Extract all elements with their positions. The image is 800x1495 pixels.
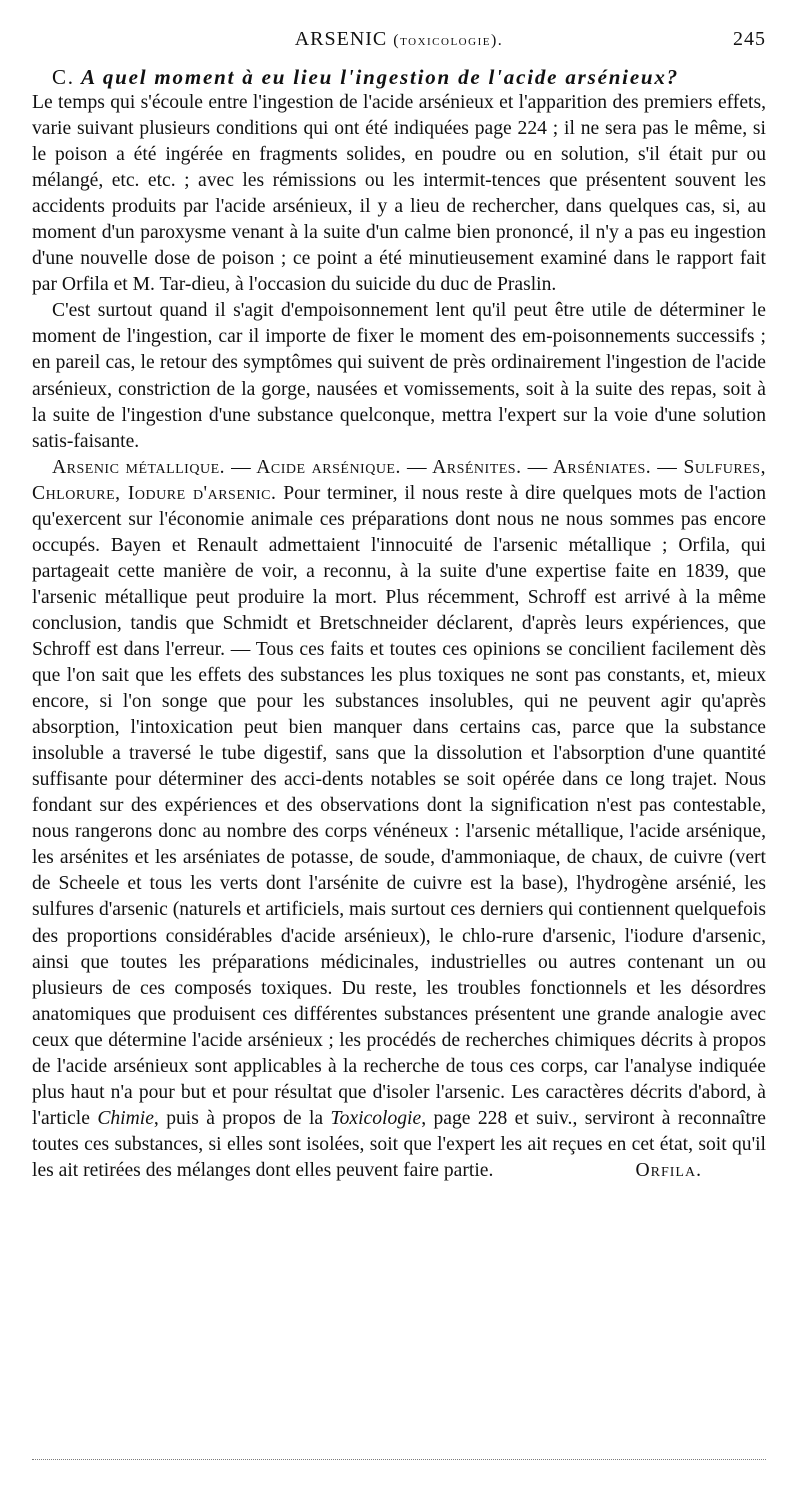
compounds-body-mid: , puis à propos de la xyxy=(153,1107,324,1129)
author-signature: Orfila. xyxy=(635,1159,702,1181)
paragraph-timing: Le temps qui s'écoule entre l'ingestion de l'acide arsénieux et l'apparition des premiers effets, varie suivant plusieurs conditions qui ont été indiquées page 224 ; il ne sera pas le même, si le poison a été ingérée en fragments solides, en poudre ou en solution, s'il était pur ou mélangé, etc. etc. ; avec les rémissions ou les intermit-tences que présentent souvent les accidents produits par l'acide arsénieux, il y a lieu de rechercher, dans quelques cas, si, au moment d'un paroxysme venant à la suite d'un calme bien prononcé, il n'y a pas eu ingestion d'une nouvelle dose de poison ; ce point a été minutieusement examiné dans le rapport fait par Orfila et M. Tar-dieu, à l'occasion du suicide du duc de Praslin. xyxy=(32,92,766,296)
toxicologie-reference: Toxicologie xyxy=(330,1107,422,1129)
page-number: 245 xyxy=(733,28,766,50)
running-title-sub: (toxicologie). xyxy=(393,32,504,49)
running-title xyxy=(32,28,766,51)
compounds-body: Pour terminer, il nous reste à dire quelques mots de l'action qu'exercent sur l'économie animale ces préparations dont nous ne nous sommes pas encore occupés. Bayen et Renault admettaient l'innocuité de l'arsenic métallique ; Orfila, qui partageait cette manière de voir, a reconnu, à la suite d'une expertise faite en 1839, que l'arsenic métallique peut produire la mort. Plus récemment, Schroff est arrivé à la même conclusion, tandis que Schmidt et Bretschneider déclarent, d'après leurs expériences, que Schroff est dans l'erreur. — Tous ces faits et toutes ces opinions se concilient facilement dès que l'on sait que les effets des substances les plus toxiques ne sont pas constants, et, mieux encore, si l'on songe que pour les substances insolubles, qui ne peuvent agir qu'après absorption, l'intoxication peut bien manquer dans certains cas, parce que la substance insoluble a traversé le tube digestif, sans que la dissolution et l'absorption d'une quantité suffisante pour déterminer des acci-dents notables se soit opérée dans ce long trajet. Nous fondant sur des expériences et des observations dont la signification n'est pas contestable, nous rangerons donc au nombre des corps vénéneux : l'arsenic métallique, l'acide arsénique, les arsénites et les arséniates de potasse, de soude, d'ammoniaque, de chaux, de cuivre (vert de Scheele et tous les verts dont l'arsénite de cuivre est la base), l'hydrogène arsénié, les sulfures d'arsenic (naturels et artificiels, mais surtout ces derniers qui contiennent quelquefois des proportions considérables d'acide arsénieux), le chlo-rure d'arsenic, l'iodure d'arsenic, ainsi que toutes les préparations médicinales, industrielles ou autres contenant un ou plusieurs de ces composés toxiques. Du reste, les troubles fonctionnels et les désordres anatomiques que produisent ces différentes substances présentent une grande analogie avec ceux que détermine l'acide arsénieux ; les procédés de recherches chimiques décrits à propos de l'acide arsénieux sont applicables à la recherche de tous ces corps, car l'analyse indiquée plus haut n'a pour but et pour résultat que d'isoler l'arsenic. Les caractères décrits d'abord, à l'article xyxy=(32,482,766,1129)
paragraph-slow-poisoning: C'est surtout quand il s'agit d'empoisonnement lent qu'il peut être utile de déterminer le moment de l'ingestion, car il importe de fixer le moment des em-poisonnements successifs ; en pareil cas, le retour des symptômes qui suivent de près ordinairement l'ingestion de l'acide arsénieux, constriction de la gorge, nausées et vomissements, soit à la suite des repas, soit à la suite de l'ingestion d'une substance quelconque, mettra l'expert sur la voie d'une solution satis-faisante. xyxy=(32,300,766,452)
section-heading-text: A quel moment à eu lieu l'ingestion de l'acide arsénieux? xyxy=(81,65,680,89)
footer-dotted-rule xyxy=(32,1459,766,1460)
compounds-body-end: , page 228 et suiv., serviront à reconnaître toutes ces substances, si elles sont isolées, soit que l'expert les ait reçues en cet état, soit qu'il les ait retirées des mélanges dont elles peuvent faire partie. xyxy=(32,1107,766,1181)
chimie-reference: Chimie xyxy=(97,1107,154,1129)
running-title-main: ARSENIC xyxy=(294,28,388,50)
section-marker: C. xyxy=(52,65,75,89)
compounds-heading: Arsenic métallique. — Acide arsénique. — Arsénites. — Arséniates. — Sulfures, Chlorure, Iodure d'arsenic. xyxy=(32,456,766,504)
document-page xyxy=(32,28,766,1184)
paragraph-other-compounds xyxy=(32,455,766,1184)
section-heading xyxy=(52,64,766,90)
running-head xyxy=(32,28,766,58)
